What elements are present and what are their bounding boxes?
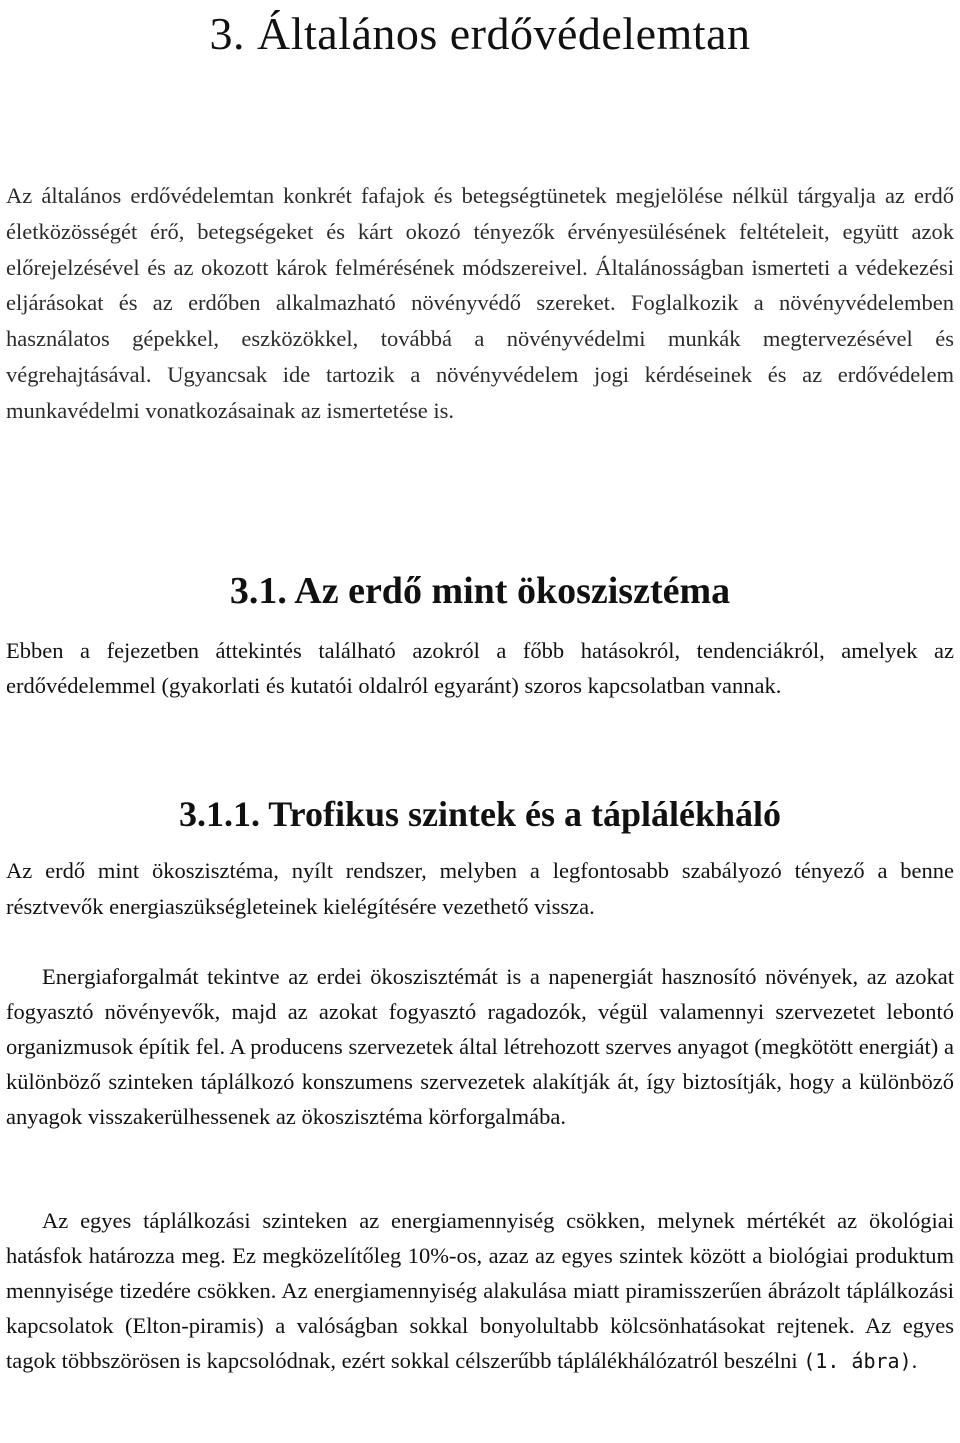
paragraph-3-end: . [911, 1348, 918, 1373]
subsection-paragraph-3 [6, 1203, 954, 1379]
subsection-title: 3.1.1. Trofikus szintek és a táplálékháló [178, 794, 782, 834]
section-title: 3.1. Az erdő mint ökoszisztéma [229, 570, 731, 612]
subsection-paragraph-2: Energiaforgalmát tekintve az erdei ökoszisztémát is a napenergiát hasznosító növények, az azokat fogyasztó növényevők, majd az azokat fogyasztó ragadozók, végül valamennyi szervezetet lebontó organizmusok építik fel. A producens szervezetek által létrehozott szerves anyagot (megkötött energiát) a különböző szinteken táplálkozó konszumens szervezetek alakítják át, így biztosítják, hogy a különböző anyagok visszakerülhessenek az ökoszisztéma körforgalmába. [6, 964, 954, 1129]
figure-reference-link[interactable]: (1. ábra) [803, 1349, 912, 1373]
subsection-paragraph-1: Az erdő mint ökoszisztéma, nyílt rendszer, melyben a legfontosabb szabályozó tényező a benne résztvevők energiaszükségleteinek kielégítésére vezethető vissza. [6, 858, 954, 919]
chapter-intro-paragraph: Az általános erdővédelemtan konkrét fafajok és betegségtünetek megjelölése nélkül tárgyalja az erdő életközösségét érő, betegségeket és kárt okozó tényezők érvényesülésének feltételeit, együtt azok előrejelzésével és az okozott károk felmérésének módszereivel. Általánosságban ismerteti a védekezési eljárásokat és az erdőben alkalmazható növényvédő szereket. Foglalkozik a növényvédelemben használatos gépekkel, eszközökkel, továbbá a növényvédelmi munkák megtervezésével és végrehajtásával. Ugyancsak ide tartozik a növényvédelem jogi kérdéseinek és az erdővédelem munkavédelmi vonatkozásainak az ismertetése is. [6, 183, 954, 423]
section-intro-paragraph: Ebben a fejezetben áttekintés található azokról a főbb hatásokról, tendenciákról, amelyek az erdővédelemmel (gyakorlati és kutatói oldalról egyaránt) szoros kapcsolatban vannak. [6, 638, 954, 699]
chapter-title: 3. Általános erdővédelemtan [209, 8, 751, 59]
paragraph-3-text: Az egyes táplálkozási szinteken az energiamennyiség csökken, melynek mértékét az ökológiai hatásfok határozza meg. Ez megközelítőleg 10%-os, azaz az egyes szintek között a biológiai produktum mennyisége tizedére csökken. Az energiamennyiség alakulása miatt piramisszerűen ábrázolt táplálkozási kapcsolatok (Elton-piramis) a valóságban sokkal bonyolultabb kölcsönhatásokat rejtenek. Az egyes tagok többszörösen is kapcsolódnak, ezért sokkal célszerűbb táplálékhálózatról beszélni [6, 1208, 954, 1373]
